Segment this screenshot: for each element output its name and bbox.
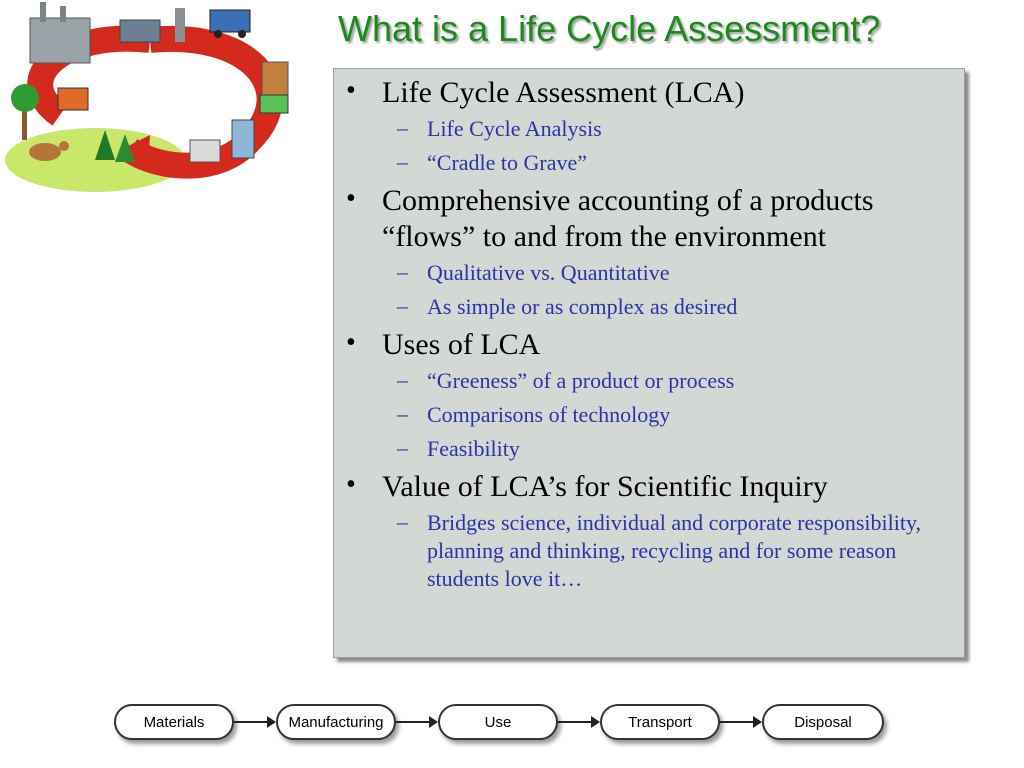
flow-arrow-icon bbox=[558, 721, 598, 723]
bullet-marker: • bbox=[346, 469, 356, 500]
flow-step-transport: Transport bbox=[600, 704, 720, 740]
sub-item bbox=[382, 149, 964, 177]
sub-item bbox=[382, 293, 964, 321]
sub-list bbox=[382, 115, 964, 177]
sub-item bbox=[382, 367, 964, 395]
cow-icon bbox=[29, 143, 61, 161]
sub-marker: – bbox=[397, 367, 408, 392]
bullet-list bbox=[334, 69, 964, 593]
bullet-text: Life Cycle Assessment (LCA) bbox=[382, 76, 745, 109]
life-cycle-illustration bbox=[0, 0, 300, 200]
sub-list bbox=[382, 509, 964, 593]
truck-icon bbox=[210, 10, 250, 32]
flow-step-use: Use bbox=[438, 704, 558, 740]
house-icon bbox=[232, 120, 254, 158]
recycling-bin-icon bbox=[260, 95, 288, 113]
landfill-icon bbox=[190, 140, 220, 162]
sub-list bbox=[382, 259, 964, 321]
sub-item bbox=[382, 509, 964, 593]
sub-marker: – bbox=[397, 435, 408, 460]
sub-marker: – bbox=[397, 293, 408, 318]
flow-arrow-icon bbox=[396, 721, 436, 723]
sub-marker: – bbox=[397, 259, 408, 284]
palm-tree-icon bbox=[11, 84, 39, 112]
building-icon bbox=[262, 62, 288, 98]
bullet-marker: • bbox=[346, 75, 356, 106]
flow-step-materials: Materials bbox=[114, 704, 234, 740]
bullet-item bbox=[334, 469, 964, 593]
process-flow bbox=[110, 704, 900, 748]
sub-item bbox=[382, 259, 964, 287]
flow-step-manufacturing: Manufacturing bbox=[276, 704, 396, 740]
bullet-marker: • bbox=[346, 327, 356, 358]
sub-marker: – bbox=[397, 509, 408, 534]
content-box bbox=[333, 68, 965, 658]
sub-text: Qualitative vs. Quantitative bbox=[427, 260, 670, 285]
bullet-text: Value of LCA’s for Scientific Inquiry bbox=[382, 470, 828, 503]
flow-step-disposal: Disposal bbox=[762, 704, 884, 740]
sub-list bbox=[382, 367, 964, 463]
sub-text: Comparisons of technology bbox=[427, 402, 671, 427]
factory-icon bbox=[30, 18, 90, 63]
sub-marker: – bbox=[397, 149, 408, 174]
flow-arrow-icon bbox=[720, 721, 760, 723]
sub-item bbox=[382, 401, 964, 429]
bullet-item bbox=[334, 183, 964, 321]
sub-text: “Greeness” of a product or process bbox=[427, 368, 735, 393]
bullet-text: Comprehensive accounting of a products “flows” to and from the environment bbox=[382, 184, 874, 253]
flow-arrow-icon bbox=[234, 721, 274, 723]
sub-item bbox=[382, 435, 964, 463]
sub-text: Feasibility bbox=[427, 436, 520, 461]
bullet-item bbox=[334, 327, 964, 463]
sub-item bbox=[382, 115, 964, 143]
slide-title: What is a Life Cycle Assessment? bbox=[338, 8, 881, 49]
sub-text: As simple or as complex as desired bbox=[427, 294, 738, 319]
sub-text: Life Cycle Analysis bbox=[427, 116, 602, 141]
sub-marker: – bbox=[397, 115, 408, 140]
sub-text: “Cradle to Grave” bbox=[427, 150, 588, 175]
sub-marker: – bbox=[397, 401, 408, 426]
sub-text: Bridges science, individual and corporate responsibility, planning and thinking, recycling and for some reason students love it… bbox=[427, 510, 922, 591]
bullet-text: Uses of LCA bbox=[382, 328, 541, 361]
plant-icon bbox=[120, 20, 160, 42]
hut-icon bbox=[58, 88, 88, 110]
bullet-item bbox=[334, 75, 964, 177]
bullet-marker: • bbox=[346, 183, 356, 214]
